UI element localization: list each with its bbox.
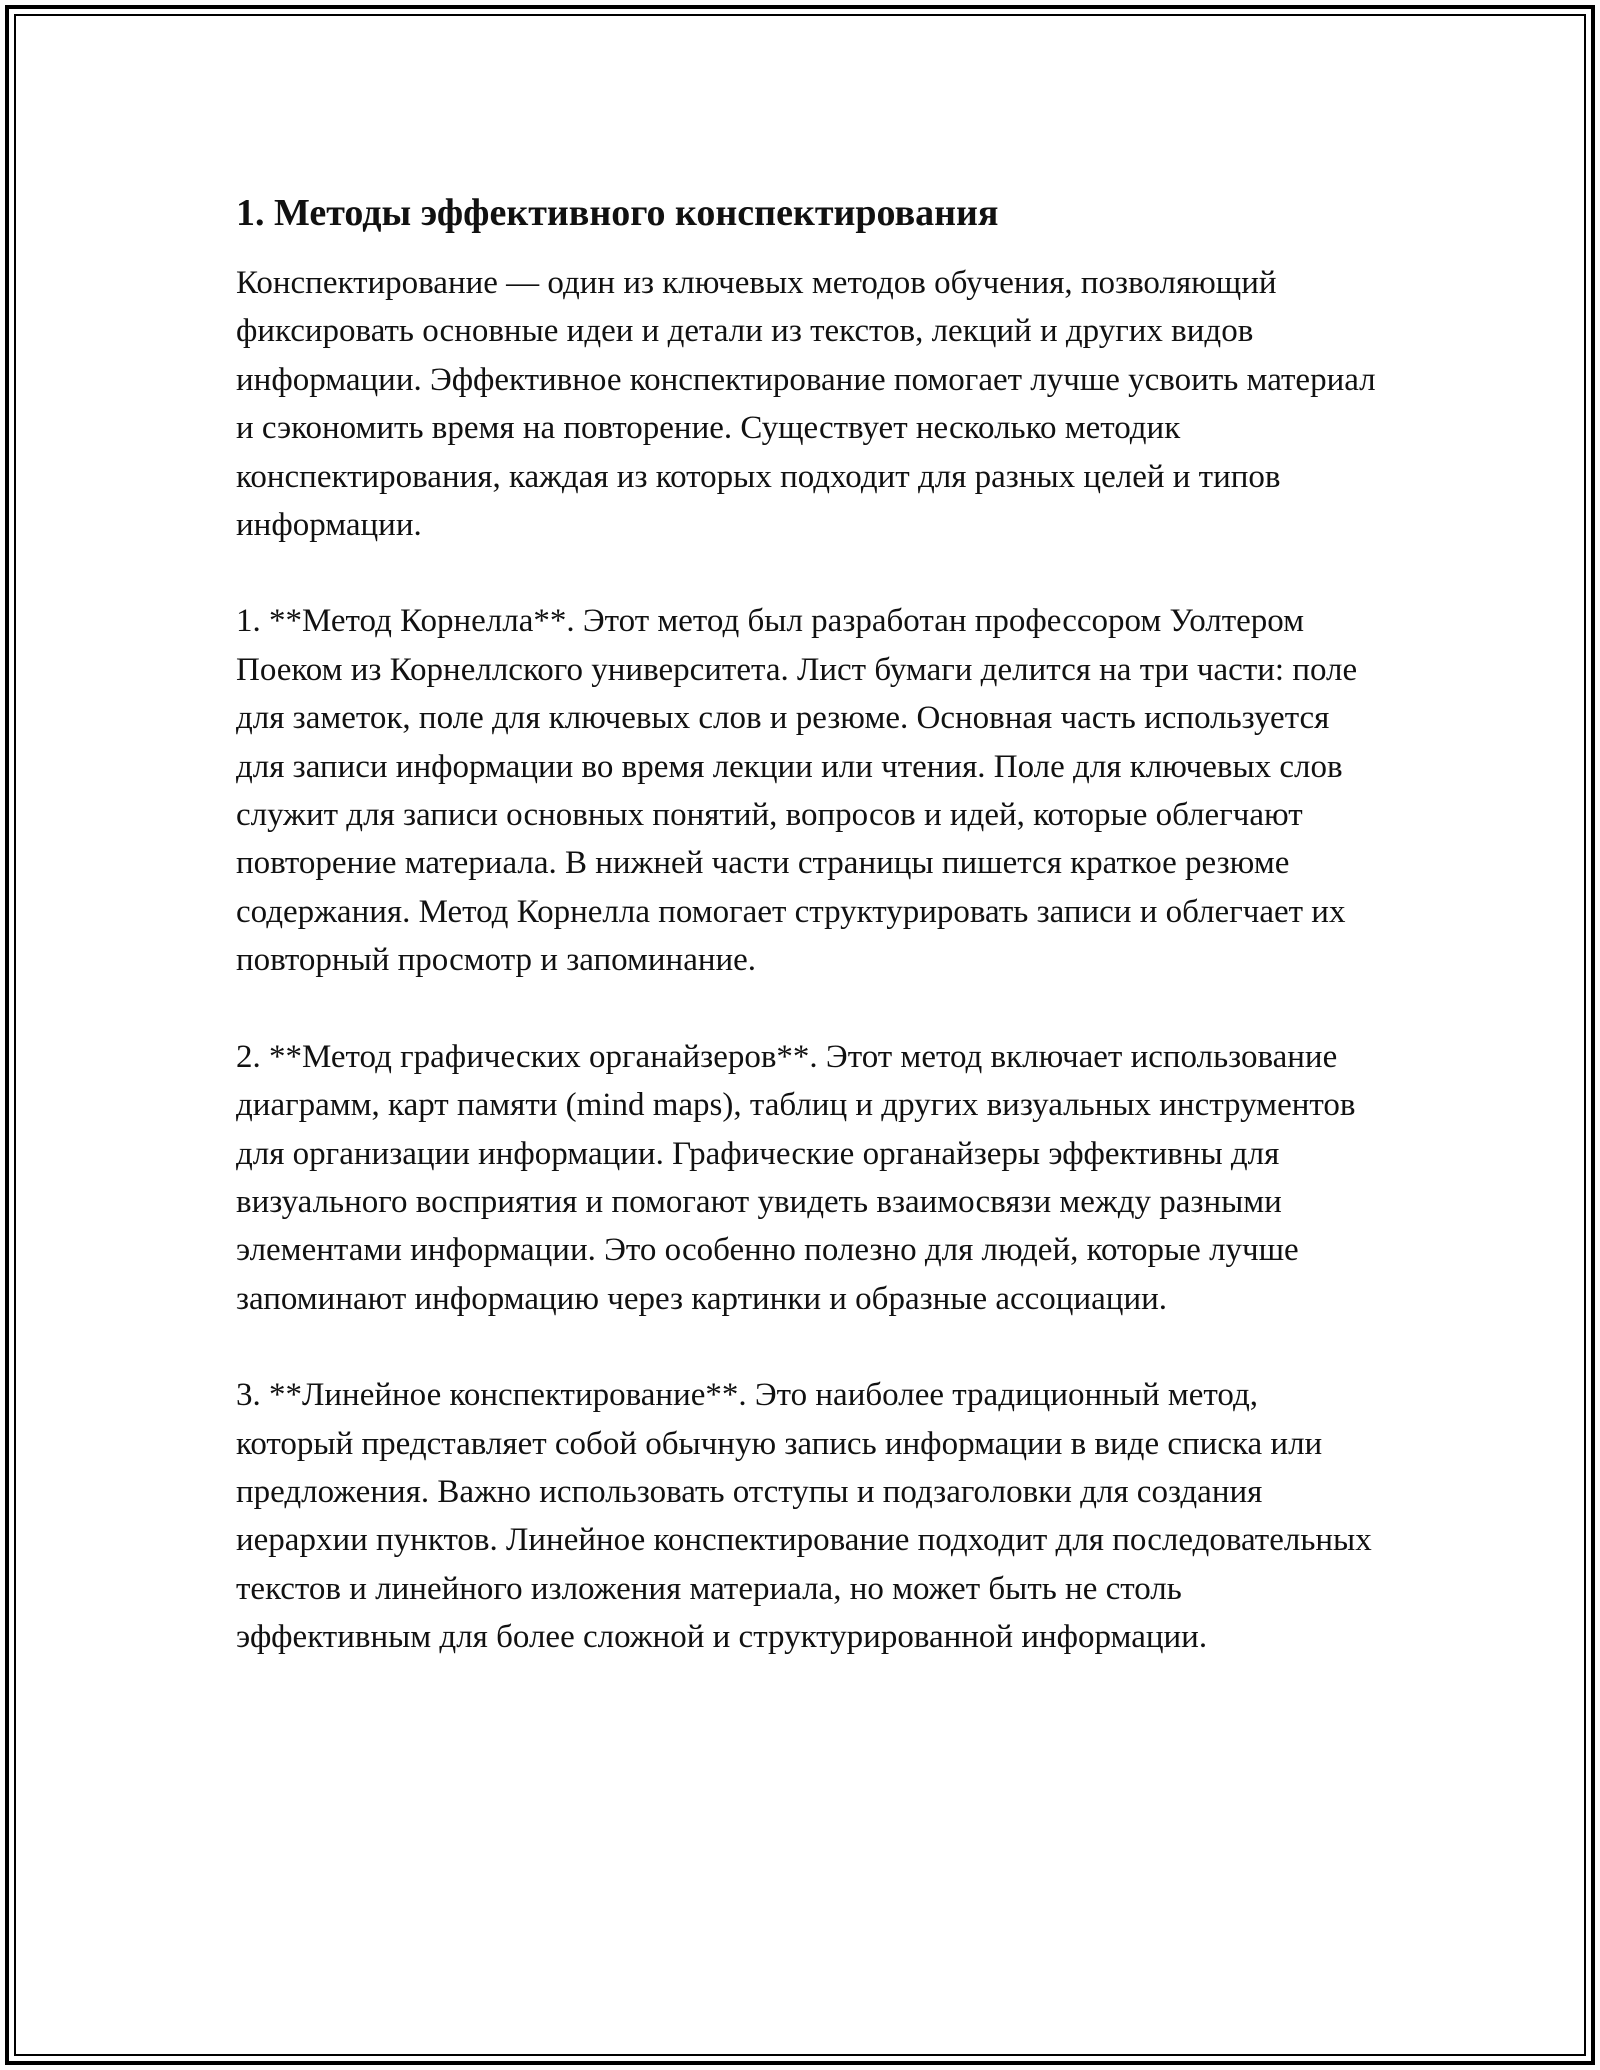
section-heading: 1. Методы эффективного конспектирования	[236, 192, 999, 234]
paragraph-intro: Конспектирование — один из ключевых методов обучения, позволяющий фиксировать основные идеи и детали из текстов, лекций и других видов информации. Эффективное конспектирование помогает лучше усвоить материал и сэкономить время на повторение. Существует несколько методик конспектирования, каждая из которых подходит для разных целей и типов информации.	[236, 265, 1376, 544]
document-body	[236, 185, 1376, 1710]
paragraph-cornell-method: 1. **Метод Корнелла**. Этот метод был разработан профессором Уолтером Поеком из Корнеллского университета. Лист бумаги делится на три части: поле для заметок, поле для ключевых слов и резюме. Основная часть используется для записи информации во время лекции или чтения. Поле для ключевых слов служит для записи основных понятий, вопросов и идей, которые облегчают повторение материала. В нижней части страницы пишется краткое резюме содержания. Метод Корнелла помогает структурировать записи и облегчает их повторный просмотр и запоминание.	[236, 603, 1358, 979]
paragraph-graphic-organizers: 2. **Метод графических органайзеров**. Этот метод включает использование диаграмм, карт памяти (mind maps), таблиц и других визуальных инструментов для организации информации. Графические органайзеры эффективны для визуального восприятия и помогают увидеть взаимосвязи между разными элементами информации. Это особенно полезно для людей, которые лучше запоминают информацию через картинки и образные ассоциации.	[236, 1038, 1356, 1317]
paragraph-linear-notes: 3. **Линейное конспектирование**. Это наиболее традиционный метод, который представляет собой обычную запись информации в виде списка или предложения. Важно использовать отступы и подзаголовки для создания иерархии пунктов. Линейное конспектирование подходит для последовательных текстов и линейного изложения материала, но может быть не столь эффективным для более сложной и структурированной информации.	[236, 1377, 1372, 1656]
